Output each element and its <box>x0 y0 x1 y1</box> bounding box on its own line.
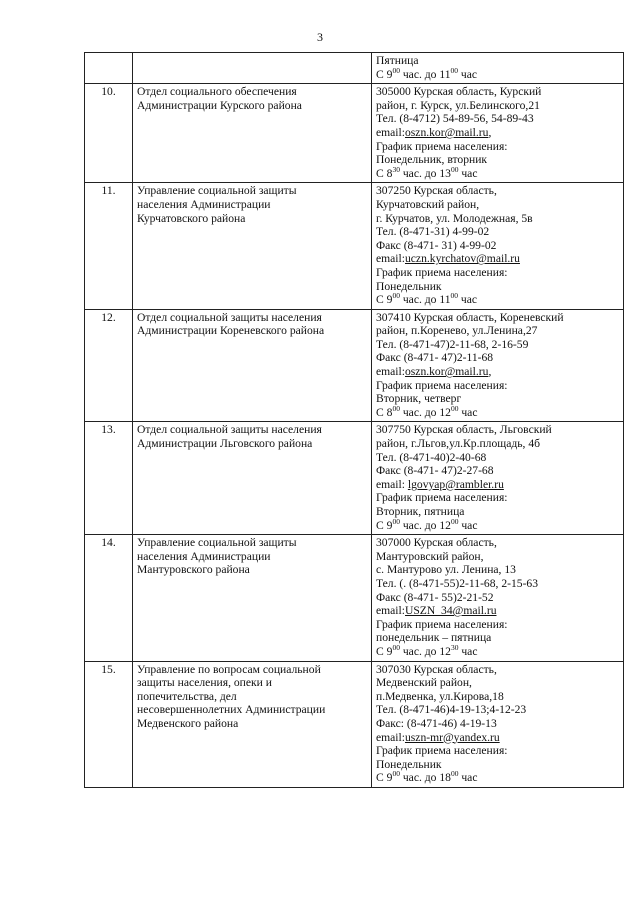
phone-line: Тел. (8-471-46)4-19-13;4-12-23 <box>376 703 527 717</box>
organization-name-line: Администрации Льговского района <box>137 437 313 451</box>
contact-cell <box>372 309 624 422</box>
schedule-label: График приема населения: <box>376 491 508 505</box>
address-line: район, г.Льгов,ул.Кр.площадь, 4б <box>376 437 541 451</box>
schedule-time-part: час. до 12 <box>399 644 451 658</box>
row-number: 10. <box>85 84 133 183</box>
contact-cell <box>372 53 624 84</box>
address-line: п.Медвенка, ул.Кирова,18 <box>376 689 504 703</box>
schedule-time-part: 00 <box>450 769 459 779</box>
schedule-label: График приема населения: <box>376 744 508 758</box>
email-line <box>376 604 619 618</box>
schedule-label: График приема населения: <box>376 617 508 631</box>
schedule-time-part: час. до 11 <box>399 293 451 307</box>
email-suffix: , <box>488 125 492 139</box>
organization-name-line: попечительства, дел <box>137 689 237 703</box>
email-prefix: email: <box>376 730 405 744</box>
row-number: 12. <box>85 309 133 422</box>
address-line: Курчатовский район, <box>376 197 480 211</box>
schedule-time-part: 30 <box>450 642 459 652</box>
organization-name-line: Отдел социальной защиты населения <box>137 423 322 437</box>
address-line: район, г. Курск, ул.Белинского,21 <box>376 98 540 112</box>
email-line <box>376 126 619 140</box>
email-line <box>376 365 619 379</box>
row-number: 11. <box>85 183 133 309</box>
email-prefix: email: <box>376 125 405 139</box>
organization-name-line: Медвенского района <box>137 716 239 730</box>
phone-line: Тел. (8-471-47)2-11-68, 2-16-59 <box>376 337 529 351</box>
schedule-days: Понедельник, вторник <box>376 153 488 167</box>
organization-name-line: Управление социальной защиты <box>137 536 297 550</box>
phone-line: Тел. (8-471-31) 4-99-02 <box>376 225 490 239</box>
schedule-time-part: час. до 18 <box>399 771 451 785</box>
table-row <box>85 535 624 661</box>
email-prefix: email: <box>376 252 405 266</box>
table-row <box>85 661 624 787</box>
schedule-time: С $9^{00}$ час. до $11^{00}$ час <box>376 65 478 81</box>
email-suffix: , <box>488 365 492 379</box>
organization-name <box>133 535 372 661</box>
organization-name <box>133 422 372 535</box>
organization-name <box>133 309 372 422</box>
contact-cell <box>372 422 624 535</box>
email-link[interactable]: uszn-mr@yandex.ru <box>404 730 500 744</box>
schedule-time-part: 00 <box>450 516 459 526</box>
organization-name-line: Управление по вопросам социальной <box>137 662 321 676</box>
address-line: 305000 Курская область, Курский <box>376 85 542 99</box>
address-line: район, п.Коренево, ул.Ленина,27 <box>376 324 538 338</box>
schedule-time-part: час <box>458 644 478 658</box>
schedule-time-part: 00 <box>392 642 400 652</box>
schedule-days: понедельник – пятница <box>376 631 492 645</box>
organization-name <box>133 661 372 787</box>
organization-name-line: Отдел социального обеспечения <box>137 85 297 99</box>
organization-name-line: населения Администрации <box>137 197 271 211</box>
schedule-time-part: час <box>458 293 478 307</box>
schedule-time <box>376 516 619 533</box>
row-number-cell <box>85 53 133 84</box>
email-prefix: email: <box>376 365 405 379</box>
schedule-time-part: час <box>458 771 478 785</box>
email-line <box>376 731 619 745</box>
org-cell <box>133 53 372 84</box>
schedule-time-part: 00 <box>392 291 400 301</box>
organization-name <box>133 84 372 183</box>
organization-name-line: Управление социальной защиты <box>137 184 297 198</box>
organization-name-line: Мантуровского района <box>137 563 250 577</box>
schedule-time <box>376 164 619 181</box>
schedule-time-part: 00 <box>392 403 400 413</box>
organization-name <box>133 183 372 309</box>
schedule-time-part: 30 <box>392 164 400 174</box>
schedule-days: Вторник, пятница <box>376 505 465 518</box>
schedule-label: График приема населения: <box>376 265 508 279</box>
email-link[interactable]: uczn.kyrchatov@mail.ru <box>404 252 520 266</box>
email-link[interactable]: oszn.kor@mail.ru <box>404 365 489 379</box>
address-line: 307030 Курская область, <box>376 662 497 676</box>
schedule-time-part: С 9 <box>376 293 393 307</box>
email-prefix: email: <box>376 604 405 618</box>
organization-name-line: Администрации Кореневского района <box>137 324 325 338</box>
address-line: 307410 Курская область, Кореневский <box>376 310 564 324</box>
email-prefix: email: <box>376 477 408 491</box>
row-number: 14. <box>85 535 133 661</box>
address-line: г. Курчатов, ул. Молодежная, 5в <box>376 211 533 225</box>
row-number: 15. <box>85 661 133 787</box>
email-line <box>376 252 619 266</box>
schedule-time-part: С 8 <box>376 405 393 419</box>
phone-line: Тел. (8-4712) 54-89-56, 54-89-43 <box>376 112 534 126</box>
phone-line: Тел. (. (8-471-55)2-11-68, 2-15-63 <box>376 576 539 590</box>
table-row <box>85 183 624 309</box>
schedule-days: Вторник, четверг <box>376 392 462 406</box>
address-line: Медвенский район, <box>376 676 472 690</box>
schedule-time-part: час. до 12 <box>399 518 451 532</box>
schedule-time-part: С 8 <box>376 166 393 180</box>
organization-name-line: защиты населения, опеки и <box>137 676 272 690</box>
schedule-time-part: час. до 13 <box>399 166 451 180</box>
table-row <box>85 309 624 422</box>
phone-line: Факс (8-471- 31) 4-99-02 <box>376 238 497 252</box>
schedule-time-part: С 9 <box>376 644 393 658</box>
schedule-time-part: 00 <box>450 403 459 413</box>
table-row <box>85 84 624 183</box>
table-row-continuation <box>85 53 624 84</box>
schedule-label: График приема населения: <box>376 139 508 153</box>
phone-line: Факс (8-471- 47)2-27-68 <box>376 464 494 478</box>
organization-name-line: населения Администрации <box>137 549 271 563</box>
schedule-time-part: С 9 <box>376 518 393 532</box>
schedule-time-part: час <box>458 166 478 180</box>
organization-name-line: Администрации Курского района <box>137 98 302 112</box>
contact-cell <box>372 84 624 183</box>
phone-line: Факс (8-471- 47)2-11-68 <box>376 351 494 365</box>
schedule-time-part: 00 <box>392 516 400 526</box>
address-line: 307750 Курская область, Льговский <box>376 423 552 437</box>
organization-name-line: несовершеннолетних Администрации <box>137 703 326 717</box>
phone-line: Тел. (8-471-40)2-40-68 <box>376 450 487 464</box>
schedule-time-part: С 9 <box>376 771 393 785</box>
email-line <box>376 478 619 492</box>
email-link[interactable]: USZN_34@mail.ru <box>404 604 497 618</box>
schedule-days: Понедельник <box>376 279 442 293</box>
phone-line: Факс: (8-471-46) 4-19-13 <box>376 716 497 730</box>
page-number: 3 <box>317 30 323 44</box>
schedule-time <box>376 771 619 785</box>
schedule-time-part: 00 <box>450 291 459 301</box>
address-line: 307250 Курская область, <box>376 184 497 198</box>
address-line: с. Мантурово ул. Ленина, 13 <box>376 563 516 577</box>
table-row <box>85 422 624 535</box>
contact-cell <box>372 661 624 787</box>
schedule-label: График приема населения: <box>376 378 508 392</box>
schedule-days: Пятница <box>376 54 419 67</box>
schedule-time-part: 00 <box>392 769 400 779</box>
schedule-days: Понедельник <box>376 757 442 771</box>
schedule-time-part: час <box>458 405 478 419</box>
address-line: Мантуровский район, <box>376 549 484 563</box>
contacts-table <box>84 52 624 788</box>
row-number: 13. <box>85 422 133 535</box>
organization-name-line: Курчатовского района <box>137 211 246 225</box>
schedule-time <box>376 403 619 420</box>
schedule-time-part: 00 <box>450 164 459 174</box>
address-line: 307000 Курская область, <box>376 536 497 550</box>
schedule-time <box>376 642 619 659</box>
schedule-time <box>376 293 619 307</box>
schedule-time-part: час. до 12 <box>399 405 451 419</box>
email-link[interactable]: oszn.kor@mail.ru <box>404 125 489 139</box>
contact-cell <box>372 183 624 309</box>
organization-name-line: Отдел социальной защиты населения <box>137 310 322 324</box>
contact-cell <box>372 535 624 661</box>
schedule-time-part: час <box>458 518 478 532</box>
email-link[interactable]: lgovyap@rambler.ru <box>407 477 504 491</box>
phone-line: Факс (8-471- 55)2-21-52 <box>376 590 494 604</box>
